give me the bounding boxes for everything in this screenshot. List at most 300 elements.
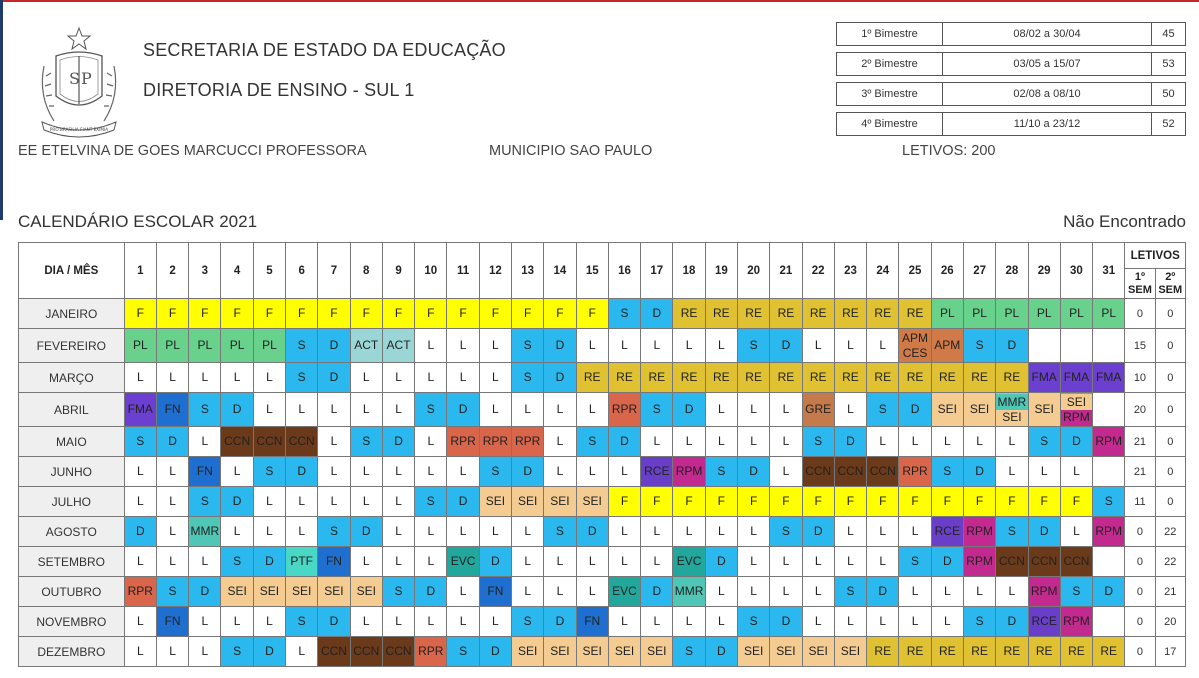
month-row — [19, 393, 1186, 427]
day-cell: L — [576, 577, 608, 607]
bimestre-row — [836, 112, 1186, 136]
day-cell: S — [350, 427, 382, 457]
day-cell: D — [479, 547, 511, 577]
letivos-sem2: 0 — [1155, 457, 1185, 487]
bimestre-days: 52 — [1151, 112, 1186, 136]
day-cell: S — [479, 457, 511, 487]
day-cell: L — [512, 517, 544, 547]
day-cell: MMR — [673, 577, 705, 607]
day-cell: RE — [673, 363, 705, 393]
day-cell: L — [737, 517, 769, 547]
letivos-sem1: 0 — [1125, 517, 1155, 547]
day-cell: L — [899, 607, 931, 637]
day-cell: D — [318, 607, 350, 637]
day-cell: F — [673, 487, 705, 517]
bimestre-label: 2º Bimestre — [836, 52, 943, 76]
day-cell: S — [415, 487, 447, 517]
day-cell: D — [253, 547, 285, 577]
day-cell: L — [350, 393, 382, 427]
day-cell: F — [447, 299, 479, 329]
day-cell: SEI — [350, 577, 382, 607]
day-cell: L — [156, 547, 188, 577]
month-row — [19, 637, 1186, 667]
day-cell: L — [318, 487, 350, 517]
day-cell: D — [544, 363, 576, 393]
day-cell: L — [479, 393, 511, 427]
day-cell: ACT — [350, 329, 382, 363]
day-cell: D — [1060, 427, 1092, 457]
day-cell: F — [124, 299, 156, 329]
day-cell: L — [253, 393, 285, 427]
day-cell: L — [705, 393, 737, 427]
svg-text:PRO BRASILIA FIANT EXIMIA: PRO BRASILIA FIANT EXIMIA — [49, 127, 109, 132]
day-cell: L — [770, 547, 802, 577]
day-cell: SEI — [576, 637, 608, 667]
month-row — [19, 329, 1186, 363]
day-cell: L — [382, 607, 414, 637]
day-cell: RPR — [415, 637, 447, 667]
day-cell: L — [415, 457, 447, 487]
day-cell: D — [899, 393, 931, 427]
day-cell: L — [156, 517, 188, 547]
day-cell: RE — [867, 637, 899, 667]
day-cell: FMA — [124, 393, 156, 427]
day-cell: CCN — [253, 427, 285, 457]
bimestre-period: 02/08 a 08/10 — [942, 82, 1152, 106]
day-cell: CCN — [382, 637, 414, 667]
day-cell: L — [834, 547, 866, 577]
day-cell: S — [512, 363, 544, 393]
day-cell: L — [221, 517, 253, 547]
day-cell: RE — [834, 299, 866, 329]
day-cell: PL — [996, 299, 1028, 329]
day-cell: L — [770, 457, 802, 487]
day-cell: L — [770, 577, 802, 607]
day-cell: L — [963, 427, 995, 457]
day-cell: D — [544, 607, 576, 637]
day-cell: SEI — [608, 637, 640, 667]
day-cell: S — [1060, 577, 1092, 607]
day-cell: L — [705, 577, 737, 607]
day-cell: FN — [156, 607, 188, 637]
day-cell: L — [382, 487, 414, 517]
day-cell: RPM — [963, 547, 995, 577]
day-cell — [1093, 457, 1125, 487]
day-cell: FMA — [1093, 363, 1125, 393]
day-cell: RE — [737, 363, 769, 393]
day-cell: ACT — [382, 329, 414, 363]
month-name: MARÇO — [19, 363, 125, 393]
day-cell: L — [1028, 457, 1060, 487]
day-cell: RE — [770, 363, 802, 393]
bimestre-period: 03/05 a 15/07 — [942, 52, 1152, 76]
day-cell: L — [124, 547, 156, 577]
day-cell: L — [899, 427, 931, 457]
day-cell: L — [641, 329, 673, 363]
day-cell: L — [608, 607, 640, 637]
day-cell: L — [996, 577, 1028, 607]
letivos-sem2: 22 — [1155, 547, 1185, 577]
day-cell: F — [382, 299, 414, 329]
day-cell: D — [1028, 517, 1060, 547]
day-header: 16 — [608, 243, 640, 299]
day-cell: S — [899, 547, 931, 577]
day-cell: L — [544, 427, 576, 457]
day-cell: RPR — [608, 393, 640, 427]
day-cell: RE — [802, 299, 834, 329]
day-cell: L — [834, 517, 866, 547]
day-cell: L — [415, 427, 447, 457]
day-cell: D — [382, 427, 414, 457]
day-cell: PL — [1028, 299, 1060, 329]
day-cell: S — [382, 577, 414, 607]
day-cell: L — [286, 487, 318, 517]
municipio: MUNICIPIO SAO PAULO — [489, 143, 653, 159]
month-row — [19, 547, 1186, 577]
day-cell: L — [544, 547, 576, 577]
header-letivos: LETIVOS — [1125, 243, 1186, 269]
day-header: 1 — [124, 243, 156, 299]
day-cell: RPM — [963, 517, 995, 547]
day-cell: L — [189, 427, 221, 457]
day-cell: RE — [1060, 637, 1092, 667]
letivos-sem1: 0 — [1125, 577, 1155, 607]
day-cell: S — [705, 457, 737, 487]
letivos-sem1: 0 — [1125, 547, 1155, 577]
day-cell: D — [770, 607, 802, 637]
month-row — [19, 363, 1186, 393]
day-cell: L — [189, 637, 221, 667]
day-cell: L — [705, 329, 737, 363]
day-cell: EVC — [608, 577, 640, 607]
header-dia-mes: DIA / MÊS — [19, 243, 125, 299]
day-cell: F — [512, 299, 544, 329]
day-cell: L — [996, 457, 1028, 487]
day-header: 14 — [544, 243, 576, 299]
day-cell: D — [479, 637, 511, 667]
month-name: DEZEMBRO — [19, 637, 125, 667]
day-cell: RE — [963, 363, 995, 393]
day-cell: L — [382, 547, 414, 577]
day-cell: PL — [931, 299, 963, 329]
day-cell: FMA — [1028, 363, 1060, 393]
day-cell: F — [705, 487, 737, 517]
day-cell: L — [189, 547, 221, 577]
bimestre-label: 3º Bimestre — [836, 82, 943, 106]
day-cell: S — [737, 329, 769, 363]
day-cell: L — [544, 577, 576, 607]
day-cell: SEI — [576, 487, 608, 517]
day-cell: D — [608, 427, 640, 457]
day-cell: L — [512, 577, 544, 607]
bimestre-days: 45 — [1151, 22, 1186, 46]
letivos-sem1: 0 — [1125, 637, 1155, 667]
day-cell: L — [479, 517, 511, 547]
day-header: 25 — [899, 243, 931, 299]
day-header: 26 — [931, 243, 963, 299]
day-cell: L — [834, 393, 866, 427]
day-cell: L — [156, 637, 188, 667]
day-cell: S — [834, 577, 866, 607]
day-cell: S — [286, 363, 318, 393]
day-cell: L — [415, 363, 447, 393]
month-name: FEVEREIRO — [19, 329, 125, 363]
day-cell: RE — [673, 299, 705, 329]
month-row — [19, 517, 1186, 547]
day-cell — [1028, 329, 1060, 363]
day-cell: L — [124, 487, 156, 517]
month-name: JULHO — [19, 487, 125, 517]
day-cell: RE — [867, 363, 899, 393]
day-cell: L — [705, 427, 737, 457]
month-row — [19, 299, 1186, 329]
day-cell: L — [802, 577, 834, 607]
day-cell: F — [221, 299, 253, 329]
day-cell: D — [802, 517, 834, 547]
day-cell: CCN — [350, 637, 382, 667]
day-cell: L — [802, 329, 834, 363]
day-cell — [1060, 329, 1092, 363]
day-cell: F — [770, 487, 802, 517]
day-cell: L — [802, 607, 834, 637]
day-cell: L — [479, 363, 511, 393]
letivos-total: LETIVOS: 200 — [902, 143, 996, 159]
letivos-sem2: 0 — [1155, 363, 1185, 393]
day-cell: F — [641, 487, 673, 517]
day-cell: L — [1060, 517, 1092, 547]
letivos-sem1: 0 — [1125, 607, 1155, 637]
day-header: 29 — [1028, 243, 1060, 299]
day-cell: L — [576, 547, 608, 577]
day-cell — [1093, 393, 1125, 427]
day-cell: L — [318, 427, 350, 457]
day-header: 24 — [867, 243, 899, 299]
day-cell: PL — [253, 329, 285, 363]
day-cell: L — [576, 393, 608, 427]
day-cell: D — [221, 487, 253, 517]
day-cell: L — [576, 329, 608, 363]
day-header: 20 — [737, 243, 769, 299]
day-cell: SEI — [286, 577, 318, 607]
day-cell: D — [447, 393, 479, 427]
day-cell: F — [576, 299, 608, 329]
day-cell: PL — [1093, 299, 1125, 329]
day-cell: L — [899, 517, 931, 547]
day-header: 4 — [221, 243, 253, 299]
day-cell: L — [447, 607, 479, 637]
day-cell: L — [1060, 457, 1092, 487]
day-cell: L — [996, 427, 1028, 457]
calendar-title: CALENDÁRIO ESCOLAR 2021 — [18, 212, 258, 231]
day-cell: L — [382, 393, 414, 427]
day-cell: SEI — [963, 393, 995, 427]
day-cell: D — [253, 637, 285, 667]
day-cell: L — [737, 547, 769, 577]
day-cell: PL — [189, 329, 221, 363]
day-cell: D — [641, 299, 673, 329]
day-cell: L — [867, 329, 899, 363]
day-cell: MMR SEI — [996, 393, 1028, 427]
month-row — [19, 427, 1186, 457]
day-cell: SEI — [770, 637, 802, 667]
day-cell: APM — [931, 329, 963, 363]
letivos-sem2: 0 — [1155, 393, 1185, 427]
day-cell: RE — [770, 299, 802, 329]
day-cell: L — [737, 577, 769, 607]
day-header: 10 — [415, 243, 447, 299]
day-cell: L — [512, 547, 544, 577]
day-cell: D — [350, 517, 382, 547]
day-cell: SEI — [512, 637, 544, 667]
school-calendar-table — [18, 242, 1186, 667]
day-cell: PL — [1060, 299, 1092, 329]
letivos-sem2: 21 — [1155, 577, 1185, 607]
org-line-2: DIRETORIA DE ENSINO - SUL 1 — [143, 80, 415, 100]
day-cell: S — [415, 393, 447, 427]
day-cell: PTF — [286, 547, 318, 577]
day-cell: S — [996, 517, 1028, 547]
day-cell: L — [124, 607, 156, 637]
day-cell: RPM — [673, 457, 705, 487]
day-header: 30 — [1060, 243, 1092, 299]
day-cell: D — [931, 547, 963, 577]
day-cell: L — [544, 457, 576, 487]
month-name: NOVEMBRO — [19, 607, 125, 637]
day-cell: SEI — [221, 577, 253, 607]
day-header: 2 — [156, 243, 188, 299]
day-cell: F — [253, 299, 285, 329]
day-cell: L — [156, 363, 188, 393]
day-cell: L — [867, 547, 899, 577]
day-cell: SEI — [512, 487, 544, 517]
letivos-sem1: 11 — [1125, 487, 1155, 517]
day-cell: F — [318, 299, 350, 329]
day-cell: RE — [705, 299, 737, 329]
day-cell: L — [931, 607, 963, 637]
day-cell: L — [447, 517, 479, 547]
day-cell: L — [253, 607, 285, 637]
day-header: 7 — [318, 243, 350, 299]
day-cell: D — [770, 329, 802, 363]
day-cell: S — [512, 607, 544, 637]
day-cell: L — [834, 329, 866, 363]
day-cell: D — [867, 577, 899, 607]
day-cell: L — [382, 457, 414, 487]
day-cell: L — [737, 393, 769, 427]
header-sem-2: 2º SEM — [1155, 269, 1185, 299]
day-cell: S — [189, 393, 221, 427]
day-cell: SEI — [544, 487, 576, 517]
letivos-sem2: 22 — [1155, 517, 1185, 547]
day-cell: L — [479, 329, 511, 363]
day-cell: CCN — [221, 427, 253, 457]
day-header: 28 — [996, 243, 1028, 299]
day-cell: APM CES — [899, 329, 931, 363]
day-header: 3 — [189, 243, 221, 299]
month-name: ABRIL — [19, 393, 125, 427]
month-name: AGOSTO — [19, 517, 125, 547]
day-cell: S — [1028, 427, 1060, 457]
day-header: 11 — [447, 243, 479, 299]
day-cell: L — [447, 363, 479, 393]
day-cell: RPR — [447, 427, 479, 457]
day-cell: L — [608, 457, 640, 487]
day-cell: L — [350, 363, 382, 393]
day-cell: RE — [899, 363, 931, 393]
day-cell: F — [1060, 487, 1092, 517]
day-cell: PL — [156, 329, 188, 363]
day-cell: RPR — [512, 427, 544, 457]
month-row — [19, 487, 1186, 517]
letivos-sem2: 20 — [1155, 607, 1185, 637]
day-cell: D — [963, 457, 995, 487]
day-cell: S — [286, 329, 318, 363]
day-cell: F — [931, 487, 963, 517]
day-cell: RE — [802, 363, 834, 393]
day-cell: L — [124, 457, 156, 487]
day-cell: L — [318, 393, 350, 427]
day-cell: S — [221, 547, 253, 577]
day-cell: RE — [867, 299, 899, 329]
day-header: 19 — [705, 243, 737, 299]
day-cell: L — [931, 427, 963, 457]
bimestre-days: 50 — [1151, 82, 1186, 106]
day-cell: S — [608, 299, 640, 329]
day-cell: S — [286, 607, 318, 637]
day-cell: D — [576, 517, 608, 547]
day-cell: L — [350, 607, 382, 637]
day-cell: RPM — [1060, 607, 1092, 637]
day-cell: L — [253, 517, 285, 547]
day-cell: L — [705, 517, 737, 547]
month-name: JANEIRO — [19, 299, 125, 329]
day-cell: L — [608, 547, 640, 577]
day-cell: F — [350, 299, 382, 329]
day-cell: D — [447, 487, 479, 517]
day-cell: D — [996, 607, 1028, 637]
day-cell: L — [544, 393, 576, 427]
day-cell: PL — [221, 329, 253, 363]
day-cell: F — [189, 299, 221, 329]
letivos-sem2: 0 — [1155, 299, 1185, 329]
month-row — [19, 457, 1186, 487]
day-cell: L — [350, 457, 382, 487]
day-cell: FN — [189, 457, 221, 487]
day-cell: F — [544, 299, 576, 329]
day-cell: CCN — [996, 547, 1028, 577]
day-cell: L — [673, 607, 705, 637]
bimestre-days: 53 — [1151, 52, 1186, 76]
day-cell: L — [963, 577, 995, 607]
bimestre-label: 4º Bimestre — [836, 112, 943, 136]
day-cell: L — [350, 547, 382, 577]
day-cell: D — [318, 363, 350, 393]
letivos-sem1: 21 — [1125, 427, 1155, 457]
day-cell: D — [415, 577, 447, 607]
day-cell: SEI — [1028, 393, 1060, 427]
letivos-sem1: 15 — [1125, 329, 1155, 363]
day-cell: L — [156, 487, 188, 517]
day-cell: F — [479, 299, 511, 329]
day-cell: L — [350, 487, 382, 517]
day-cell: GRE — [802, 393, 834, 427]
day-header: 27 — [963, 243, 995, 299]
day-cell: RE — [899, 299, 931, 329]
day-cell: F — [867, 487, 899, 517]
day-cell: L — [673, 329, 705, 363]
day-cell: S — [737, 607, 769, 637]
day-cell: S — [544, 517, 576, 547]
